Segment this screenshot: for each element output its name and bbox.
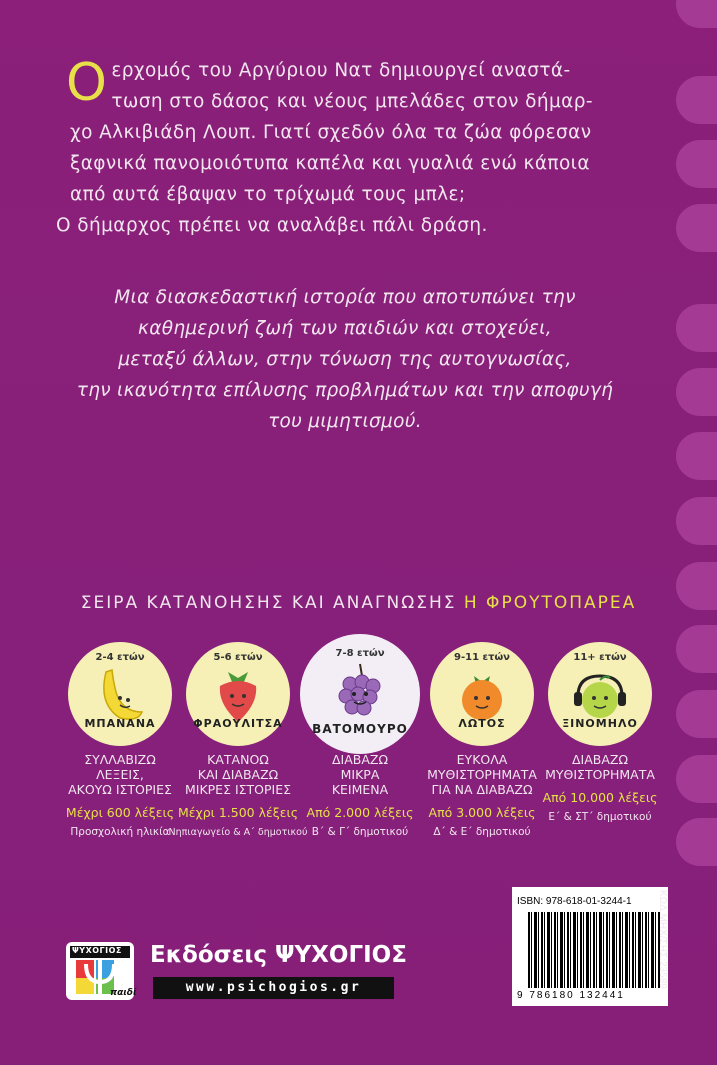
edge-tab [676,304,717,352]
word-count: Μέχρι 1.500 λέξεις [177,805,299,820]
level-name: ΛΩΤΟΣ [458,717,506,730]
level-name: ΜΠΑΝΑΝΑ [84,717,156,730]
synopsis-line: τωση στο δάσος και νέους μπελάδες στον δήμαρ- [111,91,593,112]
level-desc: ΕΥΚΟΛΑ [456,752,508,767]
level-badge-blackberry [300,634,420,754]
level-info [530,752,670,825]
tagline-line: του μιμητισμού. [268,411,422,432]
level-badge-banana [68,642,172,746]
banana-icon [68,642,172,746]
synopsis [56,53,670,241]
grade-level: Ε΄ & ΣΤ΄ δημοτικού [548,811,652,823]
tagline-line: Μια διασκεδαστική ιστορία που αποτυπώνει την [114,287,576,308]
level-name: ΦΡΑΟΥΛΙΤΣΑ [193,717,283,730]
level-desc: ΑΚΟΥΩ ΙΣΤΟΡΙΕΣ [68,782,172,797]
level-desc: ΣΥΛΛΑΒΙΖΩ [84,752,156,767]
strawberry-icon [186,642,290,746]
level-desc: ΓΙΑ ΝΑ ΔΙΑΒΑΖΩ [431,782,533,797]
series-title [0,593,717,613]
tagline-line: μεταξύ άλλων, στην τόνωση της αυτογνωσίας, [118,349,572,370]
level-desc: ΔΙΑΒΑΖΩ [331,752,389,767]
level-desc: ΔΙΑΒΑΖΩ [571,752,629,767]
synopsis-line: Ο δήμαρχος πρέπει να αναλάβει πάλι δράση. [56,215,488,236]
age-label: 11+ ετών [573,652,627,663]
age-label: 9-11 ετών [454,652,510,663]
level-desc: ΜΙΚΡΑ [340,767,380,782]
edge-tab [676,690,717,738]
grade-level: Β΄ & Γ΄ δημοτικού [311,826,409,838]
level-desc: ΜΥΘΙΣΤΟΡΗΜΑΤΑ [427,767,537,782]
word-count: Από 10.000 λέξεις [542,790,658,805]
tagline-line: καθημερινή ζωή των παιδιών και στοχεύει, [138,318,552,339]
edge-tab [676,755,717,803]
level-desc: ΛΕΞΕΙΣ, [96,767,144,782]
grade-level: Προσχολική ηλικία [70,826,170,838]
blackberry-icon [300,634,420,754]
word-count: Από 3.000 λέξεις [428,805,536,820]
publisher-logo [66,942,137,1000]
level-name: ΒΑΤΟΜΟΥΡΟ [312,722,408,736]
tagline-line: την ικανότητα επίλυσης προβλημάτων και την αποφυγή [76,380,614,401]
series-name: Η ΦΡΟΥΤΟΠΑΡΕΑ [463,593,637,613]
edge-tab [676,0,717,28]
grade-level: Δ΄ & Ε΄ δημοτικού [433,826,531,838]
synopsis-line: ξαφνικά πανομοιότυπα καπέλα και γυαλιά ενώ κάποια [70,153,590,174]
word-count: Από 2.000 λέξεις [306,805,414,820]
level-info [290,752,430,840]
edge-tab [676,497,717,545]
edge-tab [676,204,717,252]
edge-tab [676,76,717,124]
edge-tab [676,432,717,480]
publisher-url[interactable]: www.psichogios.gr [153,977,394,999]
level-desc: ΚΕΙΜΕΝΑ [331,782,389,797]
barcode-icon [528,912,660,988]
synopsis-line: ερχομός του Αργύριου Νατ δημιουργεί αναστά- [111,60,571,81]
level-desc: ΜΙΚΡΕΣ ΙΣΤΟΡΙΕΣ [184,782,292,797]
level-badge-persimmon [430,642,534,746]
product-code: ΚΩΔ.ΜΗΧ/ΣΗΣ:23589 [657,890,668,989]
age-label: 2-4 ετών [95,652,145,663]
level-desc: ΚΑΙ ΔΙΑΒΑΖΩ [197,767,279,782]
series-prefix: ΣΕΙΡΑ ΚΑΤΑΝΟΗΣΗΣ ΚΑΙ ΑΝΑΓΝΩΣΗΣ [80,593,464,613]
tagline [40,282,650,437]
grade-level: Νηπιαγωγείο & Α΄ δημοτικού [168,827,308,838]
barcode-digits: 9 786180 132441 [517,990,625,1001]
synopsis-line: από αυτά έβαψαν το τρίχωμά τους μπλε; [70,184,466,205]
level-name: ΞΙΝΟΜΗΛΟ [562,717,638,730]
word-count: Μέχρι 600 λέξεις [65,805,175,820]
level-desc: ΜΥΘΙΣΤΟΡΗΜΑΤΑ [545,767,655,782]
crabapple-icon [548,642,652,746]
logo-subtext: παιδί [110,988,137,998]
edge-tab [676,140,717,188]
edge-tab [676,368,717,416]
age-label: 7-8 ετών [335,648,385,659]
edge-tab [676,818,717,866]
synopsis-line: χο Αλκιβιάδη Λουπ. Γιατί σχεδόν όλα τα ζώα φόρεσαν [70,122,592,143]
level-badge-crabapple [548,642,652,746]
level-info [168,752,308,840]
persimmon-icon [430,642,534,746]
level-badge-strawberry [186,642,290,746]
logo-text: ΨΥΧΟΓΙΟΣ [72,946,122,955]
level-desc: ΚΑΤΑΝΟΩ [207,752,269,767]
isbn-text: ISBN: 978-618-01-3244-1 [517,896,632,907]
publisher-name: Εκδόσεις ΨΥΧΟΓΙΟΣ [150,942,407,968]
age-label: 5-6 ετών [213,652,263,663]
edge-tab [676,625,717,673]
dropcap: Ο [66,53,108,113]
